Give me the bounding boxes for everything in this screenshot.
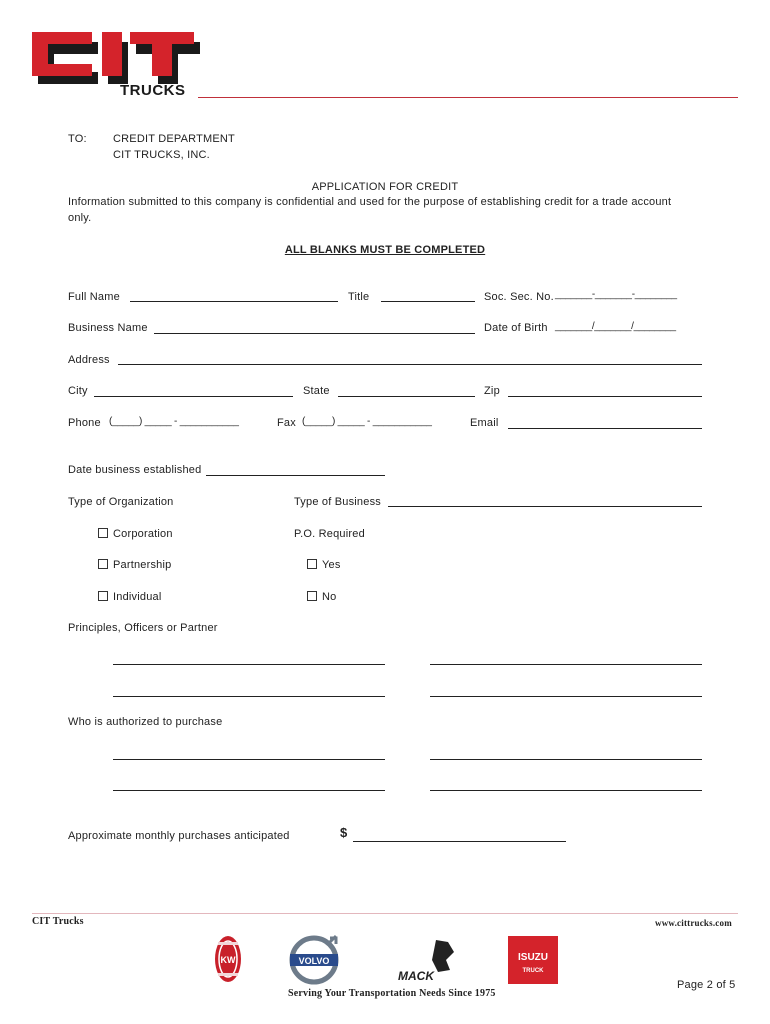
- partnership-checkbox[interactable]: [98, 559, 108, 569]
- date-established-label: Date business established: [68, 464, 202, 476]
- volvo-logo: [288, 934, 340, 986]
- kenworth-text: KW: [220, 955, 236, 965]
- business-name-field[interactable]: [154, 333, 475, 334]
- po-no-label: No: [322, 591, 337, 603]
- footer-left: CIT Trucks: [32, 916, 84, 927]
- address-label: Address: [68, 354, 110, 366]
- authorized-field-3[interactable]: [113, 790, 385, 791]
- principles-field-1[interactable]: [113, 664, 385, 665]
- principles-field-3[interactable]: [113, 696, 385, 697]
- logo-subtext: TRUCKS: [120, 82, 186, 99]
- intro-line1: Information submitted to this company is confidential and used for the purpose of establishing credit for a trade account: [68, 196, 672, 208]
- to-label: TO:: [68, 133, 87, 145]
- isuzu-text: ISUZU: [518, 952, 548, 963]
- dob-field[interactable]: _______/_______/________: [555, 321, 676, 332]
- date-established-field[interactable]: [206, 475, 385, 476]
- ssn-field[interactable]: _______-_______-________: [555, 289, 677, 300]
- monthly-label: Approximate monthly purchases anticipated: [68, 830, 290, 842]
- footer-right: www.cittrucks.com: [655, 918, 732, 928]
- address-field[interactable]: [118, 364, 702, 365]
- po-required-label: P.O. Required: [294, 528, 365, 540]
- title-field[interactable]: [381, 301, 475, 302]
- phone-field[interactable]: (_____) _____ - ___________: [109, 416, 239, 427]
- mack-text: MACK: [398, 969, 434, 983]
- state-label: State: [303, 385, 330, 397]
- po-no-checkbox[interactable]: [307, 591, 317, 601]
- individual-checkbox[interactable]: [98, 591, 108, 601]
- mack-logo: [386, 938, 464, 984]
- corporation-checkbox[interactable]: [98, 528, 108, 538]
- phone-label: Phone: [68, 417, 101, 429]
- to-line2: CIT TRUCKS, INC.: [113, 149, 210, 161]
- principles-label: Principles, Officers or Partner: [68, 622, 218, 634]
- corporation-label: Corporation: [113, 528, 173, 540]
- ssn-label: Soc. Sec. No.: [484, 291, 554, 303]
- state-field[interactable]: [338, 396, 475, 397]
- authorized-field-2[interactable]: [430, 759, 702, 760]
- type-business-field[interactable]: [388, 506, 702, 507]
- volvo-text: VOLVO: [298, 956, 330, 966]
- type-org-label: Type of Organization: [68, 496, 174, 508]
- email-field[interactable]: [508, 428, 702, 429]
- authorized-field-1[interactable]: [113, 759, 385, 760]
- principles-field-2[interactable]: [430, 664, 702, 665]
- fax-label: Fax: [277, 417, 296, 429]
- title-label: Title: [348, 291, 370, 303]
- notice: ALL BLANKS MUST BE COMPLETED: [284, 244, 486, 256]
- cit-logo: [28, 28, 200, 100]
- city-label: City: [68, 385, 88, 397]
- isuzu-truck-text: TRUCK: [522, 968, 544, 974]
- zip-label: Zip: [484, 385, 500, 397]
- individual-label: Individual: [113, 591, 162, 603]
- fax-field[interactable]: (_____) _____ - ___________: [302, 416, 432, 427]
- email-label: Email: [470, 417, 499, 429]
- monthly-amount-field[interactable]: [353, 841, 566, 842]
- authorized-field-4[interactable]: [430, 790, 702, 791]
- type-business-label: Type of Business: [294, 496, 381, 508]
- to-line1: CREDIT DEPARTMENT: [113, 133, 235, 145]
- footer-tagline: Serving Your Transportation Needs Since 1975: [288, 988, 496, 999]
- partnership-label: Partnership: [113, 559, 172, 571]
- intro-line2: only.: [68, 212, 92, 224]
- principles-field-4[interactable]: [430, 696, 702, 697]
- footer-rule: [32, 913, 738, 914]
- form-title: APPLICATION FOR CREDIT: [311, 181, 459, 193]
- authorized-label: Who is authorized to purchase: [68, 716, 223, 728]
- full-name-label: Full Name: [68, 291, 120, 303]
- isuzu-logo: [508, 936, 558, 984]
- full-name-field[interactable]: [130, 301, 338, 302]
- dob-label: Date of Birth: [484, 322, 548, 334]
- city-field[interactable]: [94, 396, 293, 397]
- header-rule: [198, 97, 738, 98]
- po-yes-label: Yes: [322, 559, 341, 571]
- dollar-sign: $: [340, 825, 348, 840]
- page-number: Page 2 of 5: [677, 979, 736, 991]
- zip-field[interactable]: [508, 396, 702, 397]
- po-yes-checkbox[interactable]: [307, 559, 317, 569]
- business-name-label: Business Name: [68, 322, 148, 334]
- kenworth-logo: [212, 934, 244, 984]
